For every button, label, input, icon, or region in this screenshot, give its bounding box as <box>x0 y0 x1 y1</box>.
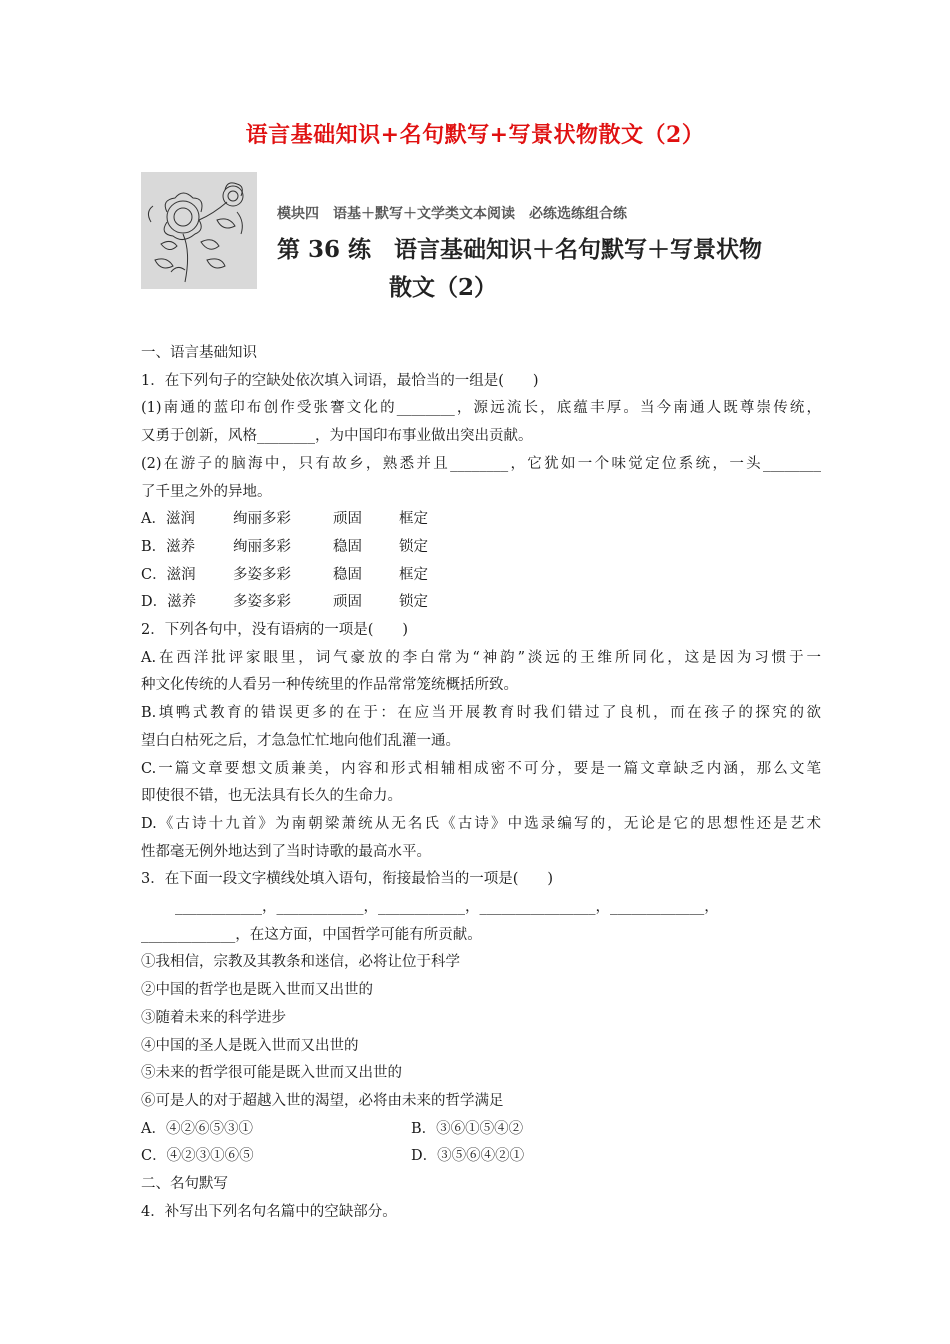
document-body <box>141 340 821 1227</box>
q4-stem: 4．补写出下列名句名篇中的空缺部分。 <box>141 1203 397 1220</box>
q1-option-d: D．滋养 多姿多彩 顽固 锁定 <box>141 594 428 611</box>
q3-option-a: A．④②⑥⑤③① <box>141 1120 253 1137</box>
q3-stem: 3．在下面一段文字横线处填入语句，衔接最恰当的一项是( ) <box>141 871 554 888</box>
q3-item-6: ⑥可是人的对于超越入世的渴望，必将由未来的哲学满足 <box>141 1092 504 1109</box>
q3-blanks-line2: _____________，在这方面，中国哲学可能有所贡献。 <box>141 926 482 943</box>
q2-option-a-line2: 种文化传统的人看另一种传统里的作品常常笼统概括所致。 <box>141 677 518 694</box>
flower-icon <box>141 172 257 289</box>
q3-item-5: ⑤未来的哲学很可能是既入世而又出世的 <box>141 1065 402 1082</box>
q3-item-2: ②中国的哲学也是既入世而又出世的 <box>141 982 373 999</box>
q2-stem: 2．下列各句中，没有语病的一项是( ) <box>141 622 409 639</box>
q3-options-row1 <box>141 1116 821 1144</box>
module-heading: 模块四 语基＋默写＋文学类文本阅读 必练选练组合练 <box>277 206 627 222</box>
lesson-heading-line1: 第 36 练 语言基础知识＋名句默写＋写景状物 <box>277 236 763 263</box>
q2-option-b-line1: B.填鸭式教育的错误更多的在于：在应当开展教育时我们错过了良机，而在孩子的探究的欲 <box>141 705 821 722</box>
q1-sentence2-line1: (2)在游子的脑海中，只有故乡，熟悉并且________，它犹如一个味觉定位系统，一头________ <box>141 455 821 472</box>
q1-option-c: C．滋润 多姿多彩 稳固 框定 <box>141 566 428 583</box>
q1-sentence1-line2: 又勇于创新，风格________，为中国印布事业做出突出贡献。 <box>141 428 533 445</box>
section-heading-1: 一、语言基础知识 <box>141 345 257 361</box>
q3-option-c: C．④②③①⑥⑤ <box>141 1148 254 1165</box>
peony-illustration <box>141 172 257 289</box>
q3-option-b: B．③⑥①⑤④② <box>411 1120 524 1137</box>
document-title: 语言基础知识+名句默写+写景状物散文（2） <box>245 122 705 148</box>
lesson-heading-line2: 散文（2） <box>389 274 498 301</box>
q1-sentence2-line2: 了千里之外的异地。 <box>141 483 272 500</box>
q2-option-c-line2: 即使很不错，也无法具有长久的生命力。 <box>141 788 402 805</box>
q2-option-b-line2: 望白白枯死之后，才急急忙忙地向他们乱灌一通。 <box>141 732 460 749</box>
q2-option-d-line2: 性都毫无例外地达到了当时诗歌的最高水平。 <box>141 843 431 860</box>
q1-option-b: B．滋养 绚丽多彩 稳固 锁定 <box>141 538 428 555</box>
q3-option-d: D．③⑤⑥④②① <box>411 1148 525 1165</box>
q3-item-4: ④中国的圣人是既入世而又出世的 <box>141 1037 359 1054</box>
q2-option-c-line1: C.一篇文章要想文质兼美，内容和形式相辅相成密不可分，要是一篇文章缺乏内涵，那么文笔 <box>141 760 821 777</box>
q3-blanks-line1: ____________，____________，____________，________________，_____________， <box>175 899 719 916</box>
section-heading-2: 二、名句默写 <box>141 1176 228 1193</box>
q3-options-row2 <box>141 1143 821 1171</box>
q3-item-1: ①我相信，宗教及其教条和迷信，必将让位于科学 <box>141 954 460 971</box>
lesson-heading <box>277 231 817 307</box>
q1-option-a: A．滋润 绚丽多彩 顽固 框定 <box>141 511 428 528</box>
q2-option-d-line1: D.《古诗十九首》为南朝梁萧统从无名氏《古诗》中选录编写的，无论是它的思想性还是艺术 <box>141 815 821 832</box>
q2-option-a-line1: A.在西洋批评家眼里，词气豪放的李白常为“神韵”淡远的王维所同化，这是因为习惯于一 <box>141 649 821 666</box>
q1-stem: 1．在下列句子的空缺处依次填入词语，最恰当的一组是( ) <box>141 372 539 389</box>
q3-item-3: ③随着未来的科学进步 <box>141 1009 286 1026</box>
q1-sentence1-line1: (1)南通的蓝印布创作受张謇文化的________，源远流长，底蕴丰厚。当今南通人既尊崇传统， <box>141 400 821 417</box>
